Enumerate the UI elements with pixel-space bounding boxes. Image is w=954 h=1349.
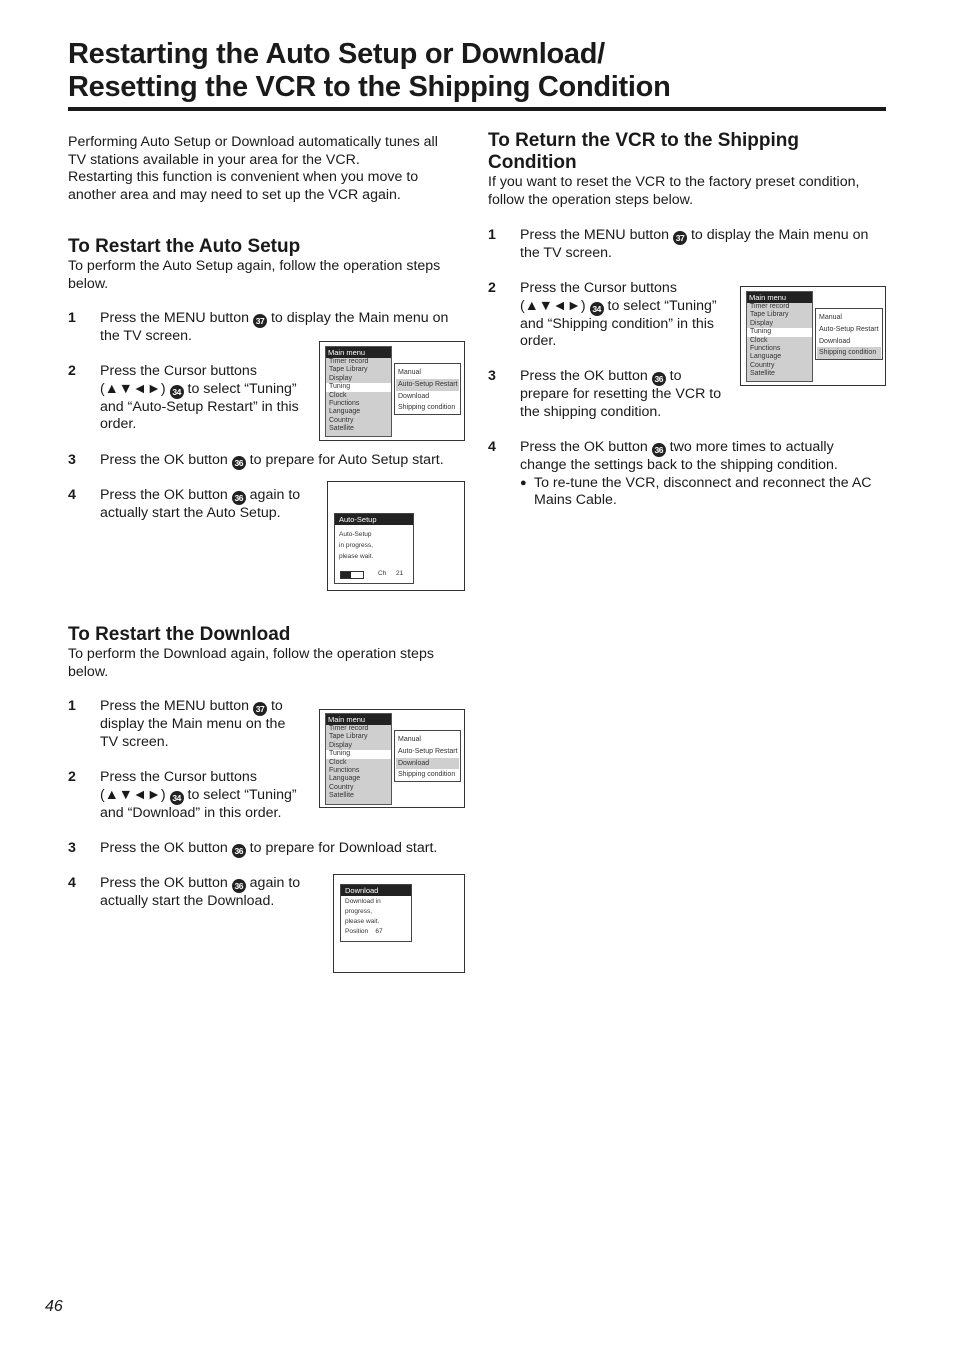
submenu-item: Shipping condition bbox=[398, 404, 456, 412]
download-intro-line: below. bbox=[68, 663, 109, 680]
menu-button-icon: 37 bbox=[253, 702, 267, 716]
main-menu-title: Main menu bbox=[326, 347, 391, 358]
shipping-note bbox=[520, 475, 890, 510]
submenu-item-selected: Download bbox=[396, 758, 459, 770]
step-text: Press the MENU button bbox=[520, 227, 670, 243]
bullet-icon: ● bbox=[520, 476, 527, 489]
dialog-text: progress, bbox=[345, 908, 373, 915]
tuning-submenu bbox=[815, 308, 883, 360]
shipping-heading bbox=[488, 130, 888, 174]
menu-item: Satellite bbox=[750, 370, 775, 378]
main-menu-panel bbox=[746, 291, 813, 382]
step-text: Press the Cursor buttons bbox=[520, 280, 677, 296]
channel-value: 21 bbox=[396, 570, 404, 577]
intro-paragraph bbox=[68, 134, 468, 204]
cursor-arrows: (▲▼◄►) bbox=[520, 297, 586, 314]
step-text: to bbox=[270, 698, 283, 714]
step-number: 3 bbox=[68, 452, 76, 468]
submenu-item: Manual bbox=[398, 369, 421, 376]
step-text: the TV screen. bbox=[520, 245, 613, 261]
menu-item: Display bbox=[329, 741, 352, 749]
intro-line: Performing Auto Setup or Download automatically tunes all bbox=[68, 134, 438, 150]
cursor-button-icon: 34 bbox=[590, 302, 604, 316]
download-step3 bbox=[100, 840, 470, 858]
step-text: Press the OK button bbox=[100, 875, 228, 891]
auto-setup-dialog bbox=[334, 513, 414, 584]
main-menu-title: Main menu bbox=[326, 714, 391, 725]
menu-item: Timer record bbox=[329, 358, 369, 365]
menu-item: Functions bbox=[750, 345, 781, 353]
page-title bbox=[68, 38, 888, 104]
shipping-heading-line: Condition bbox=[488, 152, 577, 173]
submenu-item: Manual bbox=[398, 736, 421, 743]
submenu-item: Shipping condition bbox=[398, 771, 456, 779]
menu-item: Language bbox=[750, 353, 782, 361]
step-text: two more times to actually bbox=[669, 439, 834, 455]
step-text: to select “Tuning” bbox=[607, 297, 717, 314]
step-text: Press the OK button bbox=[520, 368, 648, 384]
intro-line: another area and may need to set up the VCR again. bbox=[68, 186, 401, 203]
main-menu-panel bbox=[325, 346, 392, 437]
step-text: Press the Cursor buttons bbox=[100, 769, 257, 785]
title-rule bbox=[68, 107, 886, 111]
menu-item: Functions bbox=[329, 767, 360, 775]
step-number: 2 bbox=[68, 363, 76, 379]
step-text: the TV screen. bbox=[100, 328, 193, 344]
download-intro bbox=[68, 646, 468, 681]
menu-item: Tape Library bbox=[329, 733, 368, 741]
page-title-line1: Restarting the Auto Setup or Download/ bbox=[68, 38, 605, 70]
menu-item: Clock bbox=[329, 758, 347, 766]
shipping-step1 bbox=[520, 227, 890, 263]
submenu-item: Download bbox=[398, 392, 430, 400]
step-number: 4 bbox=[68, 487, 76, 503]
menu-item: Timer record bbox=[750, 303, 790, 310]
step-text: Press the OK button bbox=[100, 487, 228, 503]
menu-item: Functions bbox=[329, 400, 360, 408]
step-number: 1 bbox=[68, 698, 76, 714]
menu-item: Country bbox=[750, 361, 775, 369]
auto-setup-intro-line: below. bbox=[68, 275, 109, 292]
step-text: Press the OK button bbox=[520, 439, 648, 455]
step-text: and “Download” in this order. bbox=[100, 804, 282, 821]
download-dialog bbox=[340, 884, 412, 942]
main-menu-screen bbox=[319, 709, 465, 808]
step-text: order. bbox=[100, 416, 137, 433]
menu-item: Language bbox=[329, 408, 361, 416]
menu-button-icon: 37 bbox=[673, 231, 687, 245]
download-step1 bbox=[100, 698, 315, 751]
cursor-arrows: (▲▼◄►) bbox=[100, 786, 166, 803]
step-text: Press the Cursor buttons bbox=[100, 363, 257, 379]
progress-fill bbox=[341, 572, 351, 578]
menu-item: Satellite bbox=[329, 792, 354, 800]
submenu-item: Download bbox=[819, 337, 851, 345]
shipping-step2 bbox=[520, 280, 735, 351]
step-text: prepare for resetting the VCR to bbox=[520, 386, 722, 402]
menu-item-selected: Tuning bbox=[326, 383, 391, 391]
shipping-step3 bbox=[520, 368, 735, 421]
tuning-submenu bbox=[394, 730, 461, 782]
ok-button-icon: 36 bbox=[232, 879, 246, 893]
auto-setup-intro bbox=[68, 258, 468, 293]
menu-item: Tape Library bbox=[329, 366, 368, 374]
menu-item: Display bbox=[750, 319, 773, 327]
auto-setup-step2 bbox=[100, 363, 315, 434]
step-number: 1 bbox=[68, 310, 76, 326]
step-text: again to bbox=[249, 875, 301, 891]
submenu-item: Manual bbox=[819, 314, 842, 321]
dialog-text: Download in bbox=[345, 898, 381, 905]
dialog-text: Auto-Setup bbox=[339, 531, 372, 538]
step-text: Press the OK button bbox=[100, 840, 228, 856]
step-number: 3 bbox=[488, 368, 496, 384]
step-number: 2 bbox=[488, 280, 496, 296]
main-menu-panel bbox=[325, 713, 392, 805]
shipping-intro bbox=[488, 174, 888, 209]
main-menu-screen bbox=[740, 286, 886, 386]
submenu-item: Auto-Setup Restart bbox=[398, 747, 458, 755]
dialog-text: please wait. bbox=[339, 553, 374, 560]
step-number: 2 bbox=[68, 769, 76, 785]
menu-item-selected: Tuning bbox=[747, 328, 812, 336]
channel-label: Ch bbox=[378, 570, 387, 577]
download-intro-line: To perform the Download again, follow the operation steps bbox=[68, 646, 434, 662]
step-text: to display the Main menu on bbox=[270, 310, 449, 326]
shipping-heading-line: To Return the VCR to the Shipping bbox=[488, 130, 800, 151]
step-text: change the settings back to the shipping condition. bbox=[520, 457, 838, 473]
cursor-button-icon: 34 bbox=[170, 385, 184, 399]
position-readout: Position 67 bbox=[345, 928, 383, 935]
dialog-text: in progress, bbox=[339, 542, 373, 549]
step-text: display the Main menu on the bbox=[100, 716, 286, 732]
ok-button-icon: 36 bbox=[232, 456, 246, 470]
progress-bar bbox=[340, 571, 364, 579]
step-text: actually start the Download. bbox=[100, 893, 275, 909]
step-text: Press the OK button bbox=[100, 452, 228, 468]
ok-button-icon: 36 bbox=[232, 844, 246, 858]
menu-item-selected: Tuning bbox=[326, 750, 391, 758]
download-heading: To Restart the Download bbox=[68, 624, 291, 645]
auto-setup-step3 bbox=[100, 452, 470, 470]
auto-setup-screen bbox=[327, 481, 465, 591]
step-text: TV screen. bbox=[100, 733, 169, 750]
menu-item: Satellite bbox=[329, 425, 354, 433]
step-text: to select “Tuning” bbox=[187, 786, 297, 803]
step-number: 4 bbox=[68, 875, 76, 891]
menu-item: Display bbox=[329, 374, 352, 382]
auto-setup-intro-line: To perform the Auto Setup again, follow the operation steps bbox=[68, 258, 441, 274]
step-text: Press the MENU button bbox=[100, 698, 250, 714]
menu-item: Timer record bbox=[329, 725, 369, 732]
ok-button-icon: 36 bbox=[652, 443, 666, 457]
menu-item: Country bbox=[329, 783, 354, 791]
cursor-arrows: (▲▼◄►) bbox=[100, 380, 166, 397]
step-text: to prepare for Auto Setup start. bbox=[249, 452, 444, 468]
note-text: Mains Cable. bbox=[534, 492, 617, 509]
step-text: to select “Tuning” bbox=[187, 380, 297, 397]
menu-item: Clock bbox=[329, 391, 347, 399]
download-dialog-title: Download bbox=[341, 885, 411, 896]
step-text: to display the Main menu on bbox=[690, 227, 869, 243]
tuning-submenu bbox=[394, 363, 461, 415]
menu-item: Language bbox=[329, 775, 361, 783]
dialog-text: please wait. bbox=[345, 918, 380, 925]
download-step4 bbox=[100, 875, 325, 911]
ok-button-icon: 36 bbox=[232, 491, 246, 505]
download-step2 bbox=[100, 769, 315, 822]
menu-item: Tape Library bbox=[750, 311, 789, 319]
step-text: the shipping condition. bbox=[520, 403, 662, 420]
main-menu-title: Main menu bbox=[747, 292, 812, 303]
step-text: Press the MENU button bbox=[100, 310, 250, 326]
cursor-button-icon: 34 bbox=[170, 791, 184, 805]
step-text: again to bbox=[249, 487, 301, 503]
menu-item: Country bbox=[329, 416, 354, 424]
step-number: 4 bbox=[488, 439, 496, 455]
step-number: 1 bbox=[488, 227, 496, 243]
step-text: and “Shipping condition” in this bbox=[520, 315, 715, 332]
step-text: and “Auto-Setup Restart” in this bbox=[100, 398, 299, 415]
download-screen bbox=[333, 874, 465, 973]
auto-setup-heading: To Restart the Auto Setup bbox=[68, 236, 301, 257]
page-number: 46 bbox=[45, 1298, 63, 1315]
step-text: order. bbox=[520, 333, 557, 350]
step-text: to prepare for Download start. bbox=[249, 840, 438, 856]
shipping-step4 bbox=[520, 439, 890, 510]
page-title-line2: Resetting the VCR to the Shipping Condition bbox=[68, 71, 671, 103]
auto-setup-dialog-title: Auto-Setup bbox=[335, 514, 413, 525]
intro-line: TV stations available in your area for the VCR. bbox=[68, 151, 360, 168]
step-text: actually start the Auto Setup. bbox=[100, 505, 281, 521]
submenu-item-selected: Auto-Setup Restart bbox=[396, 379, 459, 391]
note-text: To re-tune the VCR, disconnect and reconnect the AC bbox=[534, 474, 872, 491]
menu-button-icon: 37 bbox=[253, 314, 267, 328]
auto-setup-step4 bbox=[100, 487, 320, 523]
submenu-item: Auto-Setup Restart bbox=[819, 325, 879, 333]
intro-line: Restarting this function is convenient when you move to bbox=[68, 169, 419, 186]
submenu-item-selected: Shipping condition bbox=[817, 347, 881, 359]
step-text: to bbox=[669, 368, 682, 384]
shipping-intro-line: follow the operation steps below. bbox=[488, 191, 694, 208]
ok-button-icon: 36 bbox=[652, 372, 666, 386]
menu-item: Clock bbox=[750, 336, 768, 344]
main-menu-screen bbox=[319, 341, 465, 441]
shipping-intro-line: If you want to reset the VCR to the factory preset condition, bbox=[488, 174, 860, 190]
step-number: 3 bbox=[68, 840, 76, 856]
